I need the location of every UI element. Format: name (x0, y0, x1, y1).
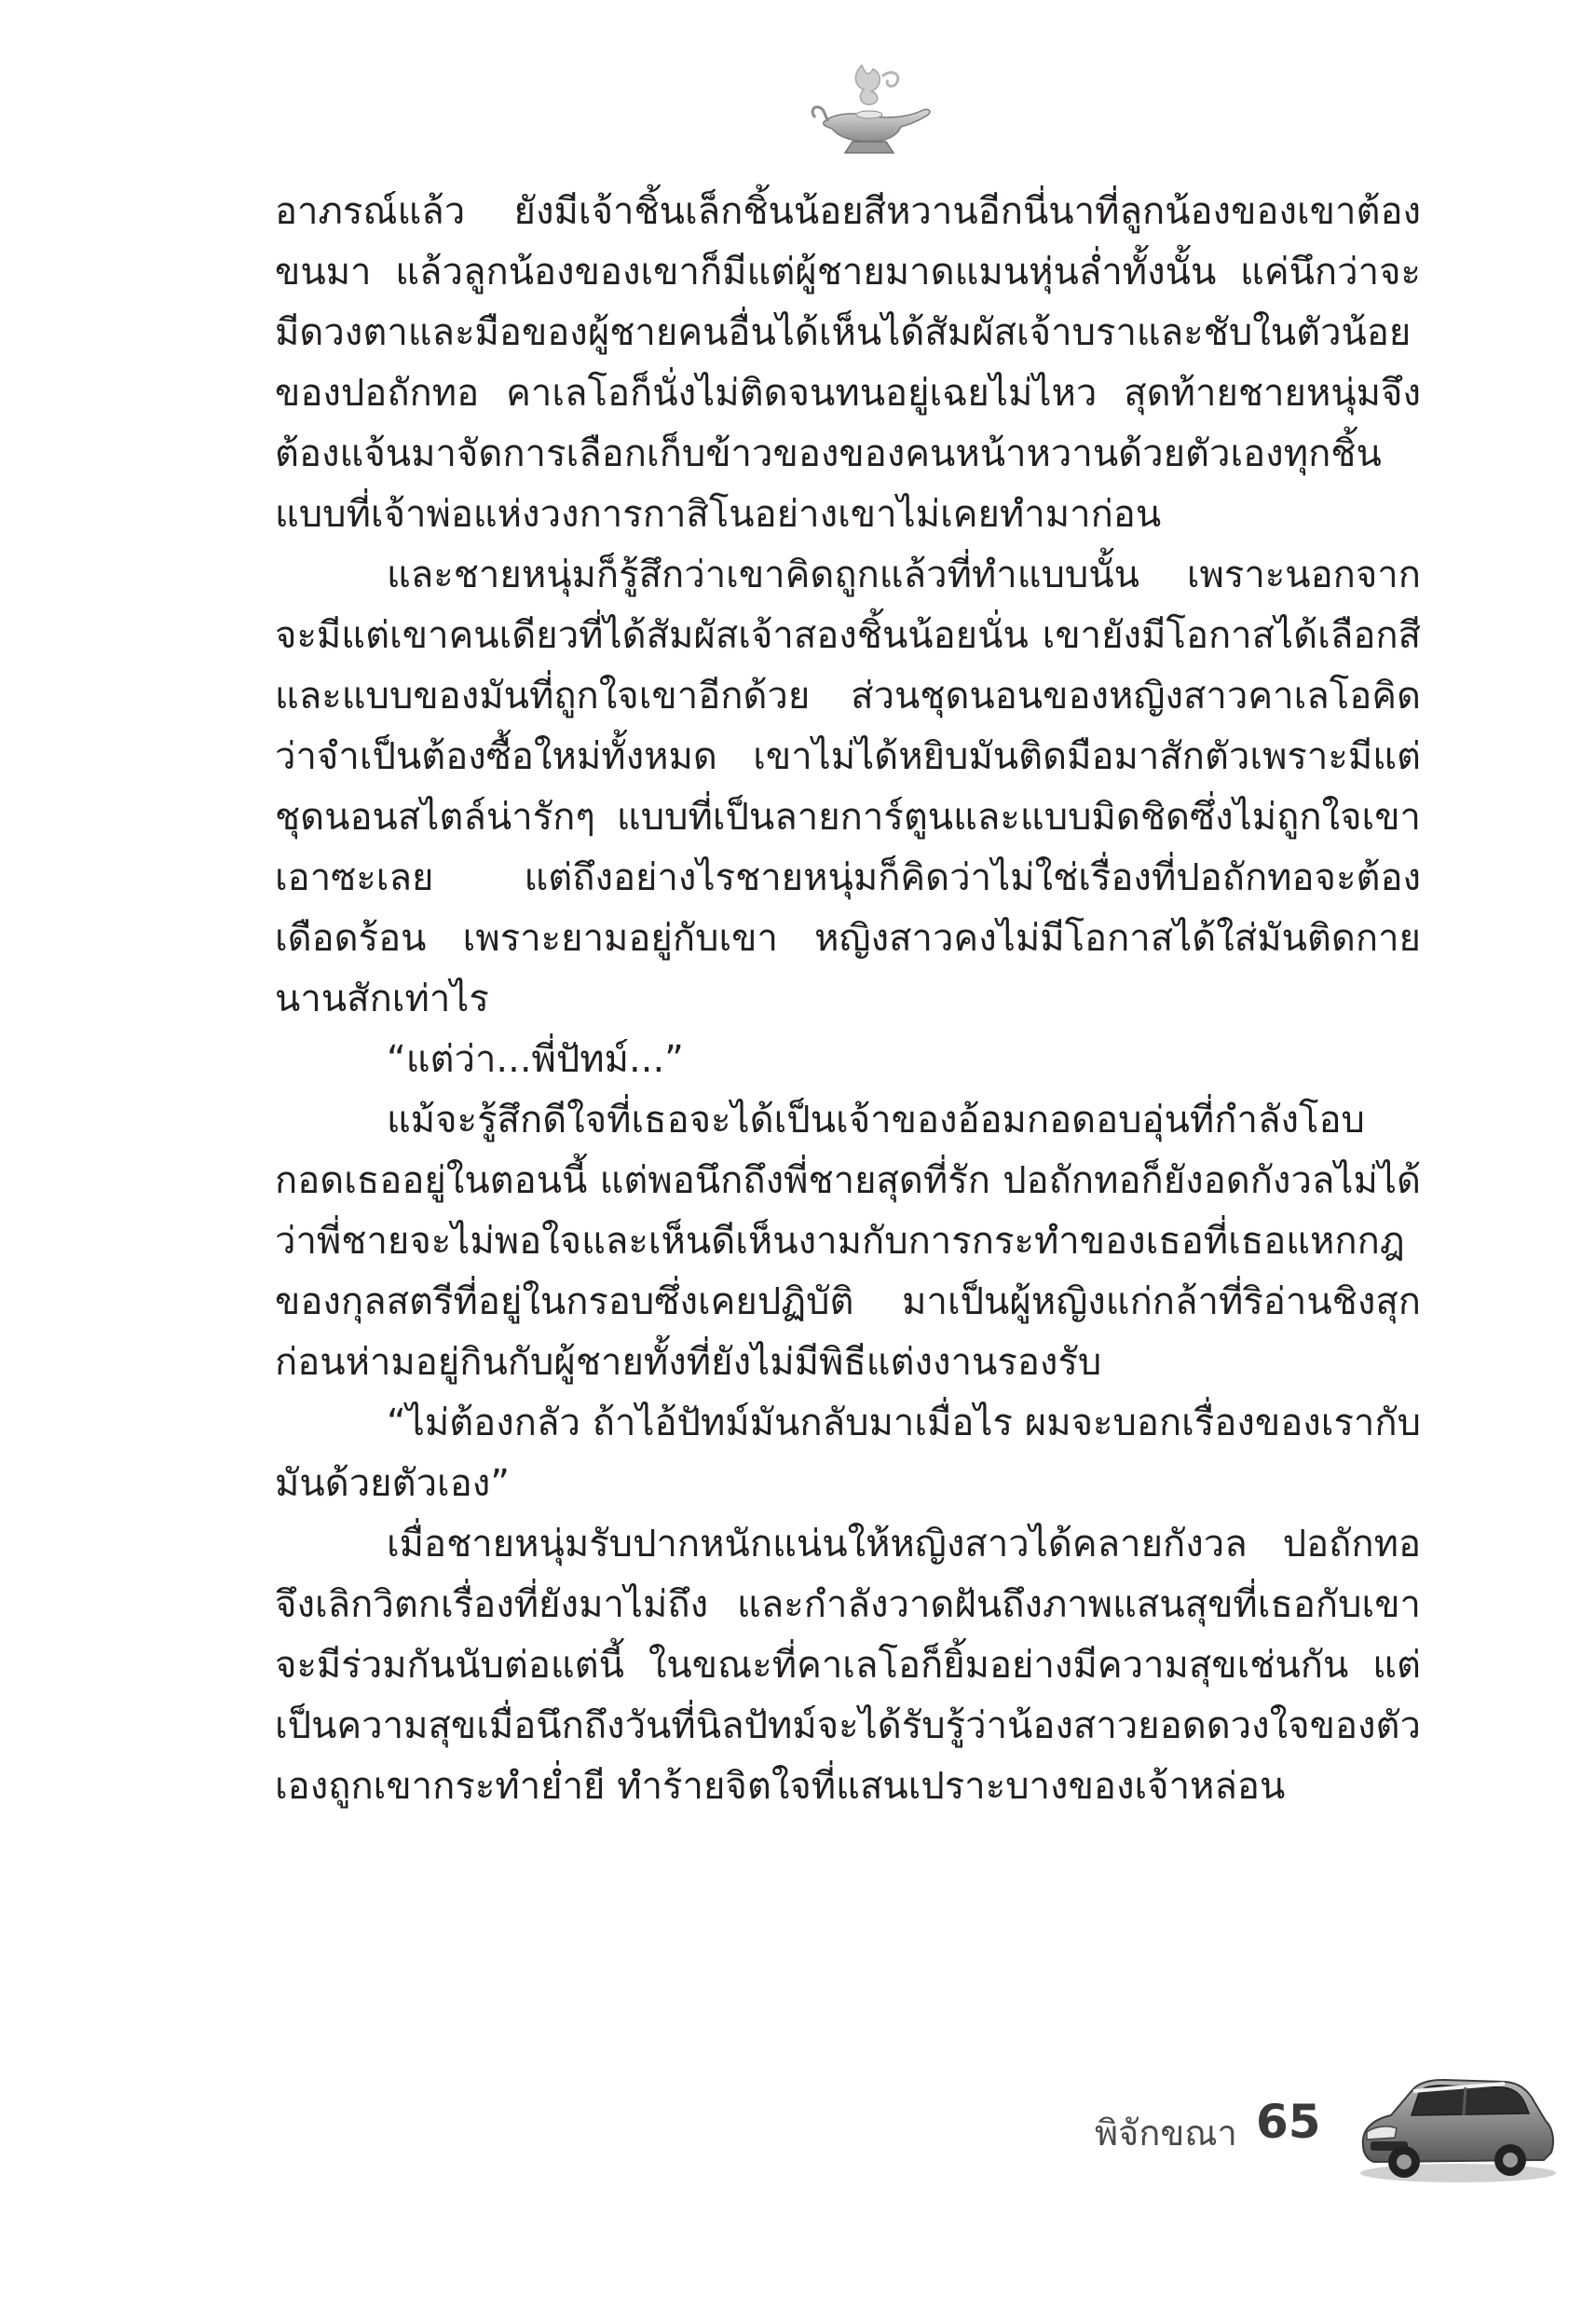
footer-book-title: พิจักขณา (1095, 2113, 1237, 2154)
body-text (275, 182, 1421, 1817)
paragraph-3-dialogue: “แต่ว่า...พี่ปัทม์...” (387, 1038, 684, 1081)
magic-lamp-icon (797, 56, 946, 163)
page-number: 65 (1256, 2095, 1321, 2149)
paragraph-5-dialogue: “ไม่ต้องกลัว ถ้าไอ้ปัทม์มันกลับมาเมื่อไร ผมจะบอกเรื่องของเรากับมันด้วยตัวเอง” (275, 1402, 1421, 1505)
paragraph-2: และชายหนุ่มก็รู้สึกว่าเขาคิดถูกแล้วที่ทำแบบนั้น เพราะนอกจากจะมีแต่เขาคนเดียวที่ได้สัมผัสเจ้าสองชิ้นน้อยนั่น เขายังมีโอกาสได้เลือกสีและแบบของมันที่ถูกใจเขาอีกด้วย ส่วนชุดนอนของหญิงสาวคาเลโอคิดว่าจำเป็นต้องซื้อใหม่ทั้งหมด เขาไม่ได้หยิบมันติดมือมาสักตัวเพราะมีแต่ชุดนอนสไตล์น่ารักๆ แบบที่เป็นลายการ์ตูนและแบบมิดชิดซึ่งไม่ถูกใจเขาเอาซะเลย แต่ถึงอย่างไรชายหนุ่มก็คิดว่าไม่ใช่เรื่องที่ปอถักทอจะต้องเดือดร้อน เพราะยามอยู่กับเขา หญิงสาวคงไม่มีโอกาสได้ใส่มันติดกายนานสักเท่าไร (275, 554, 1421, 1020)
paragraph-1: อาภรณ์แล้ว ยังมีเจ้าชิ้นเล็กชิ้นน้อยสีหวานอีกนี่นาที่ลูกน้องของเขาต้องขนมา แล้วลูกน้องของเขาก็มีแต่ผู้ชายมาดแมนหุ่นล่ำทั้งนั้น แค่นึกว่าจะมีดวงตาและมือของผู้ชายคนอื่นได้เห็นได้สัมผัสเจ้าบราและชับในตัวน้อยของปอถักทอ คาเลโอก็นั่งไม่ติดจนทนอยู่เฉยไม่ไหว สุดท้ายชายหนุ่มจึงต้องแจ้นมาจัดการเลือกเก็บข้าวของของคนหน้าหวานด้วยตัวเองทุกชิ้นแบบที่เจ้าพ่อแห่งวงการกาสิโนอย่างเขาไม่เคยทำมาก่อน (275, 190, 1421, 536)
car-icon (1346, 2059, 1561, 2190)
paragraph-4: แม้จะรู้สึกดีใจที่เธอจะได้เป็นเจ้าของอ้อมกอดอบอุ่นที่กำลังโอบกอดเธออยู่ในตอนนี้ แต่พอนึกถึงพี่ชายสุดที่รัก ปอถักทอก็ยังอดกังวลไม่ได้ว่าพี่ชายจะไม่พอใจและเห็นดีเห็นงามกับการกระทำของเธอที่เธอแหกกฎของกุลสตรีที่อยู่ในกรอบซึ่งเคยปฏิบัติ มาเป็นผู้หญิงแก่กล้าที่ริอ่านชิงสุกก่อนห่ามอยู่กินกับผู้ชายทั้งที่ยังไม่มีพิธีแต่งงานรองรับ (275, 1099, 1421, 1384)
paragraph-6: เมื่อชายหนุ่มรับปากหนักแน่นให้หญิงสาวได้คลายกังวล ปอถักทอจึงเลิกวิตกเรื่องที่ยังมาไม่ถึง และกำลังวาดฝันถึงภาพแสนสุขที่เธอกับเขาจะมีร่วมกันนับต่อแต่นี้ ในขณะที่คาเลโอก็ยิ้มอย่างมีความสุขเช่นกัน แต่เป็นความสุขเมื่อนึกถึงวันที่นิลปัทม์จะได้รับรู้ว่าน้องสาวยอดดวงใจของตัวเองถูกเขากระทำย่ำยี ทำร้ายจิตใจที่แสนเปราะบางของเจ้าหล่อน (275, 1523, 1421, 1808)
